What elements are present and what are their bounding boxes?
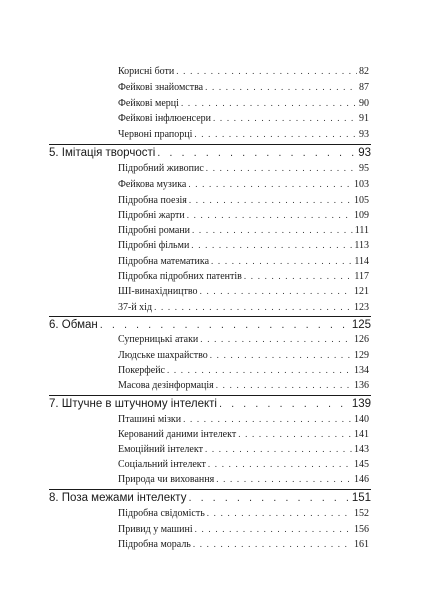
toc-entry-title: Підробна свідомість xyxy=(118,508,205,519)
chapter-divider xyxy=(49,395,371,396)
dot-leader xyxy=(183,414,352,424)
toc-entry-page: 143 xyxy=(354,444,369,455)
toc-entry-page: 146 xyxy=(354,474,369,485)
toc-chapter-entry[interactable] xyxy=(49,398,371,410)
toc-entry-title: Підробний живопис xyxy=(118,163,204,174)
toc-chapter-entry[interactable] xyxy=(49,319,371,331)
toc-entry-title: Підробні романи xyxy=(118,225,191,236)
toc-entry[interactable] xyxy=(118,380,369,391)
dot-leader xyxy=(192,225,353,235)
dot-leader xyxy=(208,459,352,469)
toc-entry-page: 136 xyxy=(354,380,369,391)
toc-entry[interactable] xyxy=(118,508,369,519)
dot-leader xyxy=(200,334,352,344)
toc-entry-page: 93 xyxy=(359,129,369,140)
toc-entry-title: Підробна поезія xyxy=(118,195,187,206)
chapter-title: 5. Імітація творчості xyxy=(49,147,156,159)
dot-leader xyxy=(210,350,352,360)
dot-leader xyxy=(157,147,356,159)
toc-entry-title: Покерфейс xyxy=(118,365,165,376)
toc-entry[interactable] xyxy=(118,474,369,485)
dot-leader xyxy=(193,539,352,549)
toc-entry-title: Фейкові знайомства xyxy=(118,82,204,93)
toc-entry[interactable] xyxy=(118,286,369,297)
toc-entry[interactable] xyxy=(118,240,369,251)
toc-entry-page: 117 xyxy=(354,271,369,282)
toc-entry-title: Підробна мораль xyxy=(118,539,191,550)
dot-leader xyxy=(154,302,352,312)
toc-entry[interactable] xyxy=(118,365,369,376)
toc-entry[interactable] xyxy=(118,82,369,93)
toc-entry-title: Соціальний інтелект xyxy=(118,459,206,470)
dot-leader xyxy=(195,524,352,534)
toc-entry-title: Керований даними інтелект xyxy=(118,429,237,440)
toc-entry-page: 121 xyxy=(354,286,369,297)
toc-entry[interactable] xyxy=(118,210,369,221)
chapter-title: 6. Обман xyxy=(49,319,98,331)
toc-entry-title: Підробні фільми xyxy=(118,240,190,251)
toc-entry-page: 95 xyxy=(359,163,369,174)
dot-leader xyxy=(205,82,357,92)
toc-entry-page: 140 xyxy=(354,414,369,425)
dot-leader xyxy=(207,508,352,518)
toc-entry-title: Фейкова музика xyxy=(118,179,187,190)
chapter-page: 125 xyxy=(351,319,371,331)
dot-leader xyxy=(244,271,352,281)
toc-entry-page: 145 xyxy=(354,459,369,470)
toc-entry-page: 111 xyxy=(354,225,369,236)
dot-leader xyxy=(100,319,350,331)
toc-entry[interactable] xyxy=(118,179,369,190)
toc-entry-title: Фейкові мерці xyxy=(118,98,179,109)
toc-entry-title: ШІ-винахідництво xyxy=(118,286,198,297)
toc-entry[interactable] xyxy=(118,350,369,361)
toc-entry-page: 103 xyxy=(354,179,369,190)
dot-leader xyxy=(200,286,352,296)
toc-entry[interactable] xyxy=(118,302,369,313)
toc-entry-title: Суперницькі атаки xyxy=(118,334,199,345)
dot-leader xyxy=(191,240,352,250)
toc-entry[interactable] xyxy=(118,429,369,440)
toc-entry[interactable] xyxy=(118,459,369,470)
toc-entry[interactable] xyxy=(118,98,369,109)
toc-entry-page: 91 xyxy=(359,113,369,124)
toc-entry[interactable] xyxy=(118,195,369,206)
toc-entry-title: 37-й хід xyxy=(118,302,153,313)
chapter-divider xyxy=(49,316,371,317)
dot-leader xyxy=(238,429,352,439)
toc-chapter-entry[interactable] xyxy=(49,147,371,159)
toc-entry-page: 113 xyxy=(354,240,369,251)
dot-leader xyxy=(219,398,350,410)
toc-entry-page: 156 xyxy=(354,524,369,535)
toc-entry-page: 134 xyxy=(354,365,369,376)
toc-entry[interactable] xyxy=(118,539,369,550)
toc-entry-page: 87 xyxy=(359,82,369,93)
dot-leader xyxy=(194,129,357,139)
toc-entry-title: Корисні боти xyxy=(118,66,175,77)
toc-entry-title: Підробні жарти xyxy=(118,210,185,221)
dot-leader xyxy=(188,492,349,504)
toc-entry-page: 109 xyxy=(354,210,369,221)
toc-entry[interactable] xyxy=(118,225,369,236)
toc-entry[interactable] xyxy=(118,444,369,455)
chapter-page: 93 xyxy=(358,147,371,159)
chapter-page: 151 xyxy=(351,492,371,504)
toc-entry-page: 123 xyxy=(354,302,369,313)
toc-entry-title: Фейкові інфлюенсери xyxy=(118,113,212,124)
toc-entry[interactable] xyxy=(118,113,369,124)
chapter-title: 8. Поза межами інтелекту xyxy=(49,492,187,504)
toc-entry[interactable] xyxy=(118,271,369,282)
toc-entry-title: Природа чи виховання xyxy=(118,474,215,485)
toc-chapter-entry[interactable] xyxy=(49,492,371,504)
toc-entry-title: Емоційний інтелект xyxy=(118,444,203,455)
dot-leader xyxy=(187,210,352,220)
toc-entry[interactable] xyxy=(118,129,369,140)
toc-entry-page: 90 xyxy=(359,98,369,109)
dot-leader xyxy=(167,365,352,375)
toc-entry-page: 105 xyxy=(354,195,369,206)
toc-entry-title: Підробна математика xyxy=(118,256,210,267)
dot-leader xyxy=(188,179,352,189)
dot-leader xyxy=(213,113,357,123)
dot-leader xyxy=(216,474,352,484)
toc-entry-page: 126 xyxy=(354,334,369,345)
toc-entry-page: 129 xyxy=(354,350,369,361)
chapter-divider xyxy=(49,144,371,145)
toc-entry[interactable] xyxy=(118,163,369,174)
toc-entry[interactable] xyxy=(118,414,369,425)
chapter-page: 139 xyxy=(351,398,371,410)
toc-entry-title: Привид у машині xyxy=(118,524,193,535)
dot-leader xyxy=(205,444,352,454)
toc-entry-page: 161 xyxy=(354,539,369,550)
chapter-divider xyxy=(49,489,371,490)
toc-entry[interactable] xyxy=(118,256,369,267)
toc-entry[interactable] xyxy=(118,334,369,345)
toc-entry[interactable] xyxy=(118,524,369,535)
toc-entry-page: 141 xyxy=(354,429,369,440)
dot-leader xyxy=(211,256,352,266)
dot-leader xyxy=(216,380,352,390)
dot-leader xyxy=(189,195,352,205)
dot-leader xyxy=(181,98,357,108)
toc-entry-title: Масова дезінформація xyxy=(118,380,214,391)
toc-entry-title: Підробка підробних патентів xyxy=(118,271,242,282)
toc-entry-title: Людське шахрайство xyxy=(118,350,208,361)
toc-entry-title: Червоні прапорці xyxy=(118,129,193,140)
dot-leader xyxy=(176,66,357,76)
chapter-title: 7. Штучне в штучному інтелекті xyxy=(49,398,217,410)
dot-leader xyxy=(206,163,357,173)
toc-entry-page: 114 xyxy=(354,256,369,267)
toc-entry-page: 152 xyxy=(354,508,369,519)
toc-entry-page: 82 xyxy=(359,66,369,77)
toc-entry[interactable] xyxy=(118,66,369,77)
toc-entry-title: Пташині мізки xyxy=(118,414,182,425)
